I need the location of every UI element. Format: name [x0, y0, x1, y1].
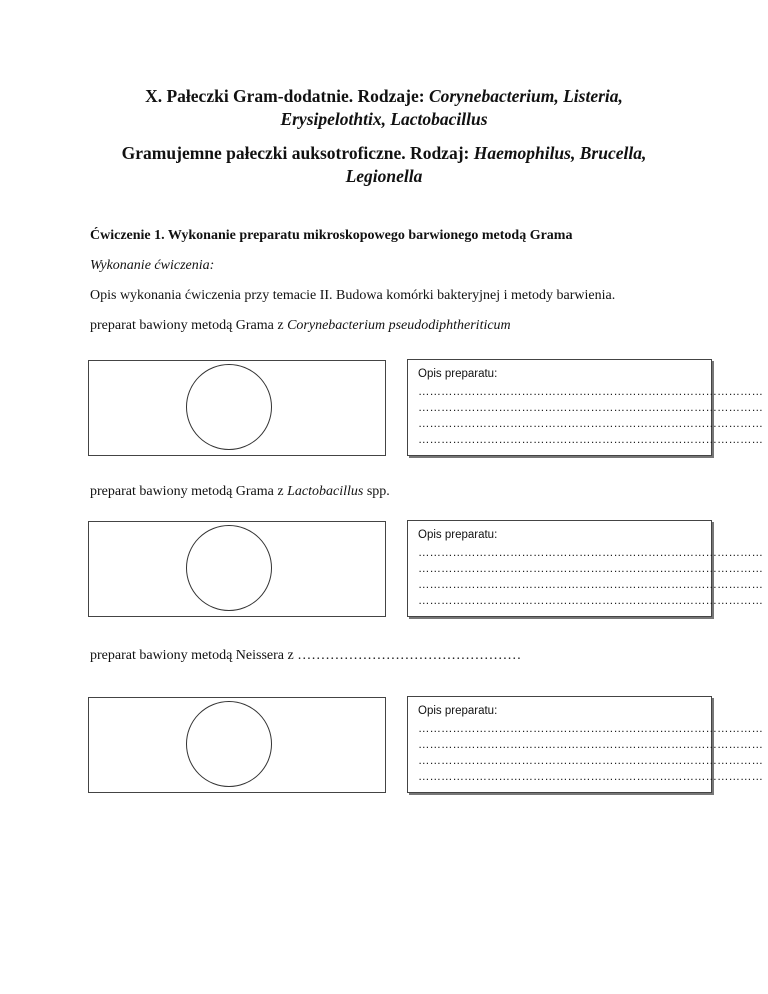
dotted-line: ………………………………………………………………………………: [418, 722, 763, 735]
dotted-line: ………………………………………………………………………………: [418, 433, 763, 446]
title-genera-line2: Erysipelothtix, Lactobacillus: [280, 109, 488, 129]
sample-caption-2: preparat bawiony metodą Grama z Lactobacillus spp.: [90, 484, 390, 499]
description-box-1[interactable]: [407, 359, 763, 456]
title-text: X. Pałeczki Gram-dodatnie. Rodzaje:: [145, 86, 429, 106]
microscope-slide-3: [88, 697, 386, 793]
species-name: Corynebacterium pseudodiphtheriticum: [287, 318, 511, 333]
page-subtitle: [90, 142, 678, 188]
drawing-circle: [186, 364, 272, 450]
subtitle-genera: Haemophilus, Brucella,: [473, 143, 647, 163]
description-label: Opis preparatu:: [418, 705, 498, 717]
page-title: [90, 85, 678, 131]
species-name: Lactobacillus: [287, 484, 364, 499]
drawing-circle: [186, 701, 272, 787]
dotted-line: ………………………………………………………………………………: [418, 578, 763, 591]
dotted-line: ………………………………………………………………………………: [418, 754, 763, 767]
description-box-3[interactable]: [407, 696, 763, 793]
dotted-line: ………………………………………………………………………………: [418, 770, 763, 783]
dotted-line: ………………………………………………………………………………: [418, 562, 763, 575]
dotted-line: ………………………………………………………………………………: [418, 594, 763, 607]
microscope-slide-2: [88, 521, 386, 617]
dotted-line: ………………………………………………………………………………: [418, 417, 763, 430]
dotted-line: ………………………………………………………………………………: [418, 401, 763, 414]
title-genera: Corynebacterium, Listeria,: [428, 86, 623, 106]
subtitle-genera-line2: Legionella: [345, 166, 423, 186]
dotted-line: ………………………………………………………………………………: [418, 738, 763, 751]
description-box-2[interactable]: [407, 520, 763, 617]
sample-caption-3: preparat bawiony metodą Neissera z …………………………………………: [90, 648, 522, 663]
description-label: Opis preparatu:: [418, 368, 498, 380]
exercise-description: Opis wykonania ćwiczenia przy temacie II. Budowa komórki bakteryjnej i metody barwienia.: [90, 288, 616, 303]
exercise-title: Ćwiczenie 1. Wykonanie preparatu mikroskopowego barwionego metodą Grama: [90, 228, 573, 243]
microscope-slide-1: [88, 360, 386, 456]
subtitle-text: Gramujemne pałeczki auksotroficzne. Rodzaj:: [121, 143, 474, 163]
sample-caption-1: preparat bawiony metodą Grama z Corynebacterium pseudodiphtheriticum: [90, 318, 511, 333]
exercise-subtitle: Wykonanie ćwiczenia:: [90, 258, 215, 273]
drawing-circle: [186, 525, 272, 611]
dotted-line: ………………………………………………………………………………: [418, 546, 763, 559]
description-label: Opis preparatu:: [418, 529, 498, 541]
dotted-line: ………………………………………………………………………………: [418, 385, 763, 398]
